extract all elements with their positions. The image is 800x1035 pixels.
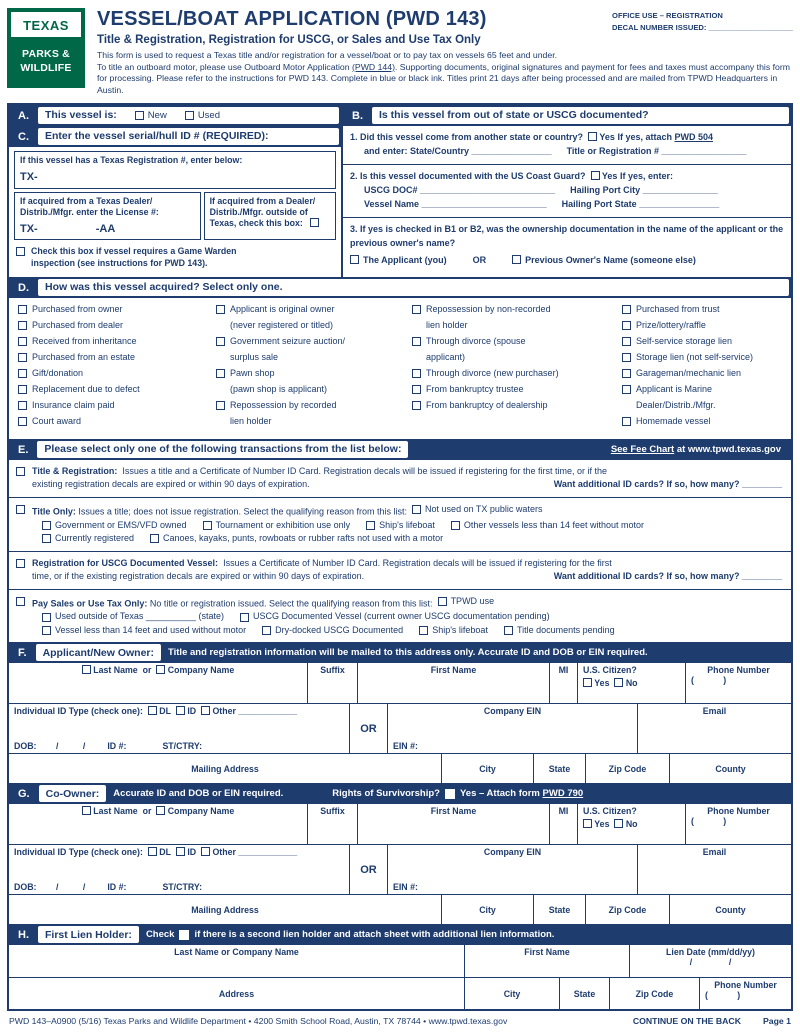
section-c-title: Enter the vessel serial/hull ID # (REQUIRED): bbox=[45, 130, 269, 143]
acq-purchased-owner[interactable]: Purchased from owner bbox=[18, 304, 216, 320]
question-b1: 1. Did this vessel come from another state or country? Yes If yes, attach PWD 504 and enter: State/Country ________________ Title or Registration # _________________ bbox=[343, 126, 791, 164]
transaction-title-only: Title Only: Issues a title; does not issue registration. Select the qualifying reason from this list: Not used on TX public waters Government or EMS/VFD owned Tournament or exhibition use only Ship's lifeboat Other vessels less than 14 feet without motor Currently registered Canoes, kayaks, punts, rowboats or rubber rafts not used with a motor bbox=[9, 498, 791, 551]
canoes-kayaks-option[interactable]: Canoes, kayaks, punts, rowboats or rubber rafts not used with a motor bbox=[150, 532, 443, 546]
acq-bankruptcy-trustee-checkbox[interactable] bbox=[412, 385, 421, 394]
acq-bankruptcy-dealership[interactable]: From bankruptcy of dealership bbox=[412, 400, 622, 416]
section-e-title: Please select only one of the following transactions from the list below: bbox=[44, 443, 402, 456]
pwd-504-reference: PWD 504 bbox=[674, 131, 713, 142]
f-id-checkbox[interactable] bbox=[176, 706, 185, 715]
h-first-name-cell[interactable]: First Name bbox=[464, 945, 629, 977]
fee-chart-link: See Fee Chart at www.tpwd.texas.gov bbox=[610, 443, 781, 455]
dry-docked-uscg-checkbox[interactable] bbox=[262, 626, 271, 635]
game-warden-label: Check this box if vessel requires a Game Warden inspection (see instructions for PWD 143). bbox=[31, 246, 237, 269]
b2-yes-checkbox[interactable] bbox=[591, 171, 600, 180]
section-f-letter: F. bbox=[18, 647, 27, 660]
acq-repo-recorded-cont: lien holder bbox=[230, 415, 272, 426]
gov-ems-vfd-checkbox[interactable] bbox=[42, 521, 51, 530]
acq-divorce-new-purchaser[interactable]: Through divorce (new purchaser) bbox=[412, 368, 622, 384]
acq-pawn-shop-cont: (pawn shop is applicant) bbox=[230, 383, 328, 394]
b1-state-country-fields[interactable]: and enter: State/Country ________________ Title or Registration # _________________ bbox=[364, 145, 747, 156]
section-d-letter: D. bbox=[18, 281, 29, 294]
acq-purchased-owner-checkbox[interactable] bbox=[18, 305, 27, 314]
acq-prize-lottery-checkbox[interactable] bbox=[622, 321, 631, 330]
tpwd-use-option[interactable]: TPWD use bbox=[438, 595, 495, 609]
acq-storage-lien-checkbox[interactable] bbox=[622, 353, 631, 362]
h-zip-cell[interactable]: Zip Code bbox=[609, 978, 699, 1009]
acq-inheritance[interactable]: Received from inheritance bbox=[18, 336, 216, 352]
acq-divorce-new-purchaser-checkbox[interactable] bbox=[412, 369, 421, 378]
acq-repo-nonrecorded[interactable]: Repossession by non-recorded bbox=[412, 304, 622, 320]
acq-repo-recorded[interactable]: Repossession by recorded bbox=[216, 400, 412, 416]
section-b-header bbox=[343, 105, 791, 126]
title-documents-pending-checkbox[interactable] bbox=[504, 626, 513, 635]
acq-purchased-dealer[interactable]: Purchased from dealer bbox=[18, 320, 216, 336]
survivorship-yes-checkbox[interactable] bbox=[445, 789, 455, 799]
section-a-letter: A. bbox=[18, 109, 29, 122]
g-or-cell: OR bbox=[349, 845, 387, 894]
tpwd-logo bbox=[7, 8, 85, 88]
g-company-name-checkbox[interactable] bbox=[156, 806, 165, 815]
transaction-sales-tax-only: Pay Sales or Use Tax Only: No title or registration issued. Select the qualifying reason from this list: TPWD use Used outside of Texas __________ (state) USCG Documented Vessel (current owner USCG documentation pending) Vessel less than 14 feet and used without motor Dry-docked USCG Documented Ship's lifeboat Title documents pending bbox=[9, 590, 791, 643]
h-lien-date-cell[interactable]: Lien Date (mm/dd/yy) / / bbox=[629, 945, 791, 977]
f-dob-field[interactable]: DOB: / / bbox=[14, 741, 86, 752]
h-address-cell[interactable]: Address bbox=[218, 988, 255, 999]
acq-original-owner[interactable]: Applicant is original owner bbox=[216, 304, 412, 320]
left-column bbox=[9, 105, 341, 277]
f-ein-number-field[interactable]: EIN #: bbox=[393, 741, 418, 752]
f-id-number-field[interactable]: ID #: bbox=[107, 741, 127, 752]
h-phone-cell[interactable]: Phone Number ( ) bbox=[699, 978, 791, 1009]
b3-applicant-checkbox[interactable] bbox=[350, 255, 359, 264]
tournament-exhibition-checkbox[interactable] bbox=[203, 521, 212, 530]
used-outside-texas-option[interactable]: Used outside of Texas __________ (state) bbox=[42, 610, 224, 624]
acq-insurance-claim-checkbox[interactable] bbox=[18, 401, 27, 410]
section-abc-region bbox=[9, 105, 791, 277]
g-id-checkbox[interactable] bbox=[176, 847, 185, 856]
other-vessels-under-14ft-checkbox[interactable] bbox=[451, 521, 460, 530]
used-outside-texas-checkbox[interactable] bbox=[42, 613, 51, 622]
footer-form-info: PWD 143–A0900 (5/16) Texas Parks and Wildlife Department • 4200 Smith School Road, Austin, TX 78744 • www.tpwd.texas.gov bbox=[9, 1016, 508, 1027]
acq-estate-checkbox[interactable] bbox=[18, 353, 27, 362]
section-c-header bbox=[9, 126, 341, 147]
f-st-ctry-field[interactable]: ST/CTRY: bbox=[162, 741, 203, 752]
f-phone-cell[interactable]: Phone Number ( ) bbox=[685, 663, 791, 703]
f-company-name-checkbox[interactable] bbox=[156, 665, 165, 674]
section-b-content bbox=[343, 126, 791, 277]
section-h-title: First Lien Holder: bbox=[45, 928, 132, 941]
form-instructions: This form is used to request a Texas title and/or registration for a vessel/boat or to pay tax on vessels 65 feet and under. To title an outboard motor, please use Outboard Motor Application (PWD 144). Supporting documents, original signatures and payment for fees and taxes must accompany this form for processing. Please refer to the instructions for PWD 143. Complete in blue or black ink. Titles print 21 days after being processed and are mailed from TPWD Headquarters in Austin. bbox=[97, 50, 790, 96]
page-footer bbox=[7, 1016, 793, 1026]
acq-gift-donation-checkbox[interactable] bbox=[18, 369, 27, 378]
g-suffix-cell[interactable]: Suffix bbox=[307, 804, 357, 844]
acq-divorce-spouse-cont: applicant) bbox=[426, 351, 466, 362]
header-text bbox=[97, 8, 793, 97]
g-county-cell[interactable]: County bbox=[669, 895, 791, 924]
section-f-title: Applicant/New Owner: bbox=[42, 646, 154, 659]
logo-texas-text: TEXAS bbox=[11, 12, 81, 37]
additional-id-cards-field-1[interactable]: Want additional ID cards? If so, how many? ________ bbox=[553, 479, 782, 490]
acq-inheritance-checkbox[interactable] bbox=[18, 337, 27, 346]
f-citizen-cell[interactable]: U.S. Citizen? Yes No bbox=[577, 663, 685, 703]
acq-court-award-checkbox[interactable] bbox=[18, 417, 27, 426]
other-vessels-under-14ft-option[interactable]: Other vessels less than 14 feet without motor bbox=[451, 519, 644, 533]
question-b3 bbox=[343, 218, 791, 270]
f-email-cell[interactable]: Email bbox=[637, 704, 791, 753]
g-citizen-cell[interactable]: U.S. Citizen? Yes No bbox=[577, 804, 685, 844]
gov-ems-vfd-option[interactable]: Government or EMS/VFD owned bbox=[42, 519, 187, 533]
texas-dealer-label: If acquired from a Texas Dealer/ Distrib./Mfgr. enter the License #: bbox=[20, 195, 159, 217]
g-mi-cell[interactable]: MI bbox=[549, 804, 577, 844]
outside-dealer-checkbox[interactable] bbox=[310, 218, 319, 227]
f-state-cell[interactable]: State bbox=[533, 754, 585, 783]
f-city-cell[interactable]: City bbox=[441, 754, 533, 783]
page-number: Page 1 bbox=[762, 1016, 791, 1027]
dealer-license-field[interactable]: TX- -AA bbox=[20, 222, 116, 235]
section-d-title: How was this vessel acquired? Select only one. bbox=[45, 281, 283, 294]
acq-insurance-claim[interactable]: Insurance claim paid bbox=[18, 400, 216, 416]
page-subtitle: Title & Registration, Registration for USCG, or Sales and Use Tax Only bbox=[97, 34, 481, 46]
g-citizen-no-checkbox[interactable] bbox=[614, 819, 623, 828]
form-body bbox=[7, 103, 793, 1012]
acq-repo-recorded-checkbox[interactable] bbox=[216, 401, 225, 410]
g-id-number-field[interactable]: ID #: bbox=[107, 882, 127, 893]
office-use-box bbox=[612, 8, 793, 34]
transaction-title-registration: Title & Registration: Issues a title and a Certificate of Number ID Card. Registration decals will be issued if registering for the first time, or if the existing registration decals are expired or within 90 days of expiration. Want additional ID cards? If so, how many? ________ bbox=[9, 460, 791, 497]
vessel-under-14ft-checkbox[interactable] bbox=[42, 626, 51, 635]
section-a-title: This vessel is: bbox=[45, 109, 117, 122]
b1-yes-checkbox[interactable] bbox=[588, 132, 597, 141]
ships-lifeboat-checkbox-2[interactable] bbox=[419, 626, 428, 635]
acq-court-award[interactable]: Court award bbox=[18, 416, 216, 432]
form-header bbox=[7, 8, 793, 97]
additional-id-cards-field-2[interactable]: Want additional ID cards? If so, how many? ________ bbox=[553, 571, 782, 582]
g-email-cell[interactable]: Email bbox=[637, 845, 791, 894]
acq-marine-dealer-checkbox[interactable] bbox=[622, 385, 631, 394]
b3-previous-owner-option[interactable]: Previous Owner's Name (someone else) bbox=[512, 255, 696, 265]
g-other-checkbox[interactable] bbox=[201, 847, 210, 856]
uscg-registration-checkbox[interactable] bbox=[16, 559, 25, 568]
decal-number-field[interactable]: DECAL NUMBER ISSUED: ____________________ bbox=[612, 23, 793, 33]
section-e-header bbox=[9, 439, 791, 460]
transaction-uscg-registration: Registration for USCG Documented Vessel: Issues a Certificate of Number ID Card. Registration decals will be issued if registering for the first time, or if the existing registration decals are expired or within 90 days of expiration. Want additional ID cards? If so, how many? ________ bbox=[9, 552, 791, 589]
acq-homemade[interactable]: Homemade vessel bbox=[622, 416, 782, 432]
vessel-used-option[interactable]: Used bbox=[185, 110, 220, 121]
currently-registered-option[interactable]: Currently registered bbox=[42, 532, 134, 546]
h-city-cell[interactable]: City bbox=[464, 978, 559, 1009]
texas-registration-field[interactable]: TX- bbox=[20, 170, 38, 183]
ships-lifeboat-checkbox-1[interactable] bbox=[366, 521, 375, 530]
g-city-cell[interactable]: City bbox=[441, 895, 533, 924]
section-e-letter: E. bbox=[18, 443, 29, 456]
new-checkbox[interactable] bbox=[135, 111, 144, 120]
g-first-name-cell[interactable]: First Name bbox=[357, 804, 549, 844]
currently-registered-checkbox[interactable] bbox=[42, 534, 51, 543]
f-or-cell: OR bbox=[349, 704, 387, 753]
section-g-header bbox=[9, 783, 791, 804]
tournament-exhibition-option[interactable]: Tournament or exhibition use only bbox=[203, 519, 351, 533]
vessel-under-14ft-option[interactable]: Vessel less than 14 feet and used without motor bbox=[42, 624, 246, 638]
acq-self-service-storage[interactable]: Self-service storage lien bbox=[622, 336, 782, 352]
acquisition-options bbox=[9, 298, 791, 439]
ships-lifeboat-option-2[interactable]: Ship's lifeboat bbox=[419, 624, 488, 638]
section-h-header bbox=[9, 924, 791, 945]
acq-homemade-checkbox[interactable] bbox=[622, 417, 631, 426]
f-other-checkbox[interactable] bbox=[201, 706, 210, 715]
canoes-kayaks-checkbox[interactable] bbox=[150, 534, 159, 543]
f-citizen-no-checkbox[interactable] bbox=[614, 678, 623, 687]
co-owner-table bbox=[9, 804, 791, 924]
acq-purchased-dealer-checkbox[interactable] bbox=[18, 321, 27, 330]
section-h-letter: H. bbox=[18, 929, 29, 942]
section-b-title: Is this vessel from out of state or USCG documented? bbox=[379, 109, 649, 122]
acq-estate[interactable]: Purchased from an estate bbox=[18, 352, 216, 368]
g-st-ctry-field[interactable]: ST/CTRY: bbox=[162, 882, 203, 893]
not-used-tx-waters-option[interactable]: Not used on TX public waters bbox=[412, 503, 542, 517]
f-mi-cell[interactable]: MI bbox=[549, 663, 577, 703]
section-c-letter: C. bbox=[18, 130, 29, 143]
acq-repo-nonrecorded-checkbox[interactable] bbox=[412, 305, 421, 314]
acq-storage-lien[interactable]: Storage lien (not self-service) bbox=[622, 352, 782, 368]
section-a-header bbox=[9, 105, 341, 126]
not-used-tx-waters-checkbox[interactable] bbox=[412, 505, 421, 514]
b3-previous-owner-checkbox[interactable] bbox=[512, 255, 521, 264]
page-title: VESSEL/BOAT APPLICATION (PWD 143) bbox=[97, 8, 487, 30]
g-name-cell[interactable]: Last Name or Company Name bbox=[9, 804, 307, 844]
b3-question-text: 3. If yes is checked in B1 or B2, was the ownership documentation in the name of the applicant or the previous owner's name? bbox=[350, 223, 784, 248]
f-first-name-cell[interactable]: First Name bbox=[357, 663, 549, 703]
acq-original-owner-cont: (never registered or titled) bbox=[230, 319, 334, 330]
h-name-cell[interactable]: Last Name or Company Name bbox=[174, 947, 299, 958]
transaction-options bbox=[9, 460, 791, 643]
acq-gov-seizure-checkbox[interactable] bbox=[216, 337, 225, 346]
second-lien-holder-checkbox[interactable] bbox=[179, 930, 189, 940]
f-mailing-address-cell[interactable]: Mailing Address bbox=[191, 763, 259, 774]
texas-registration-box[interactable] bbox=[14, 151, 336, 189]
b2-vessel-name-fields[interactable]: Vessel Name _________________________ Hailing Port State ________________ bbox=[364, 198, 720, 209]
texas-dealer-license-box[interactable] bbox=[14, 192, 201, 241]
section-g-letter: G. bbox=[18, 788, 30, 801]
section-b-letter: B. bbox=[352, 109, 363, 122]
acq-divorce-spouse[interactable]: Through divorce (spouse bbox=[412, 336, 622, 352]
acq-gov-seizure[interactable]: Government seizure auction/ bbox=[216, 336, 412, 352]
g-state-cell[interactable]: State bbox=[533, 895, 585, 924]
acq-pawn-shop-checkbox[interactable] bbox=[216, 369, 225, 378]
logo-parks-wildlife-text: PARKS & WILDLIFE bbox=[11, 37, 81, 84]
section-g-title: Co-Owner: bbox=[45, 787, 100, 800]
acq-prize-lottery[interactable]: Prize/lottery/raffle bbox=[622, 320, 782, 336]
acq-trust-checkbox[interactable] bbox=[622, 305, 631, 314]
vessel-new-option[interactable]: New bbox=[135, 110, 167, 121]
hull-id-input-area[interactable] bbox=[38, 128, 339, 145]
sales-tax-only-checkbox[interactable] bbox=[16, 597, 25, 606]
acq-bankruptcy-dealership-checkbox[interactable] bbox=[412, 401, 421, 410]
outside-dealer-label: If acquired from a Dealer/ Distrib./Mfgr. outside of Texas, check this box: bbox=[209, 195, 316, 228]
g-dl-checkbox[interactable] bbox=[148, 847, 157, 856]
title-documents-pending-option[interactable]: Title documents pending bbox=[504, 624, 615, 638]
g-phone-cell[interactable]: Phone Number ( ) bbox=[685, 804, 791, 844]
lien-holder-table bbox=[9, 945, 791, 1009]
game-warden-row bbox=[14, 243, 336, 270]
section-g-subtitle: Accurate ID and DOB or EIN required. bbox=[113, 788, 284, 800]
title-registration-checkbox[interactable] bbox=[16, 467, 25, 476]
used-checkbox[interactable] bbox=[185, 111, 194, 120]
continue-on-back-label: CONTINUE ON THE BACK bbox=[632, 1016, 741, 1027]
dry-docked-uscg-option[interactable]: Dry-docked USCG Documented bbox=[262, 624, 403, 638]
h-state-cell[interactable]: State bbox=[559, 978, 609, 1009]
uscg-doc-pending-checkbox[interactable] bbox=[240, 613, 249, 622]
b3-applicant-option[interactable]: The Applicant (you) bbox=[350, 255, 447, 265]
section-c-content bbox=[9, 147, 341, 277]
uscg-doc-pending-option[interactable]: USCG Documented Vessel (current owner USCG documentation pending) bbox=[240, 610, 550, 624]
acq-replacement-defect[interactable]: Replacement due to defect bbox=[18, 384, 216, 400]
acq-bankruptcy-trustee[interactable]: From bankruptcy trustee bbox=[412, 384, 622, 400]
f-county-cell[interactable]: County bbox=[669, 754, 791, 783]
acq-garageman-lien-checkbox[interactable] bbox=[622, 369, 631, 378]
f-id-type-cell[interactable]: Individual ID Type (check one): DL ID Other ____________ DOB: / / ID #: ST/CTRY: bbox=[14, 706, 298, 752]
second-lien-check-label: Check bbox=[145, 929, 175, 941]
g-citizen-yes-checkbox[interactable] bbox=[583, 819, 592, 828]
g-last-name-checkbox[interactable] bbox=[82, 806, 91, 815]
g-ein-number-field[interactable]: EIN #: bbox=[393, 882, 418, 893]
g-company-ein-cell[interactable]: Company EIN EIN #: bbox=[387, 845, 637, 894]
f-citizen-yes-checkbox[interactable] bbox=[583, 678, 592, 687]
pwd-790-reference: PWD 790 bbox=[542, 788, 584, 800]
f-name-cell[interactable]: Last Name or Company Name bbox=[9, 663, 307, 703]
b3-or-label: OR bbox=[472, 254, 487, 265]
outside-dealer-box bbox=[204, 192, 336, 241]
acq-trust[interactable]: Purchased from trust bbox=[622, 304, 782, 320]
section-f-header bbox=[9, 642, 791, 663]
acq-garageman-lien[interactable]: Garageman/mechanic lien bbox=[622, 368, 782, 384]
acq-original-owner-checkbox[interactable] bbox=[216, 305, 225, 314]
title-only-checkbox[interactable] bbox=[16, 505, 25, 514]
acq-replacement-defect-checkbox[interactable] bbox=[18, 385, 27, 394]
office-use-label: OFFICE USE – REGISTRATION bbox=[612, 11, 723, 20]
texas-registration-label: If this vessel has a Texas Registration #, enter below: bbox=[20, 154, 243, 165]
applicant-table bbox=[9, 663, 791, 783]
game-warden-checkbox[interactable] bbox=[16, 247, 25, 256]
section-d-header bbox=[9, 277, 791, 298]
acq-repo-nonrecorded-cont: lien holder bbox=[426, 319, 468, 330]
acq-pawn-shop[interactable]: Pawn shop bbox=[216, 368, 412, 384]
acq-divorce-spouse-checkbox[interactable] bbox=[412, 337, 421, 346]
ships-lifeboat-option-1[interactable]: Ship's lifeboat bbox=[366, 519, 435, 533]
acq-gift-donation[interactable]: Gift/donation bbox=[18, 368, 216, 384]
right-column bbox=[341, 105, 791, 277]
acq-marine-dealer-cont: Dealer/Distrib./Mfgr. bbox=[636, 399, 716, 410]
survivorship-yes-label: Yes – Attach form PWD 790 bbox=[459, 788, 584, 800]
f-last-name-checkbox[interactable] bbox=[82, 665, 91, 674]
f-dl-checkbox[interactable] bbox=[148, 706, 157, 715]
b2-uscg-doc-fields[interactable]: USCG DOC# ___________________________ Hailing Port City _______________ bbox=[364, 184, 718, 195]
tpwd-use-checkbox[interactable] bbox=[438, 597, 447, 606]
f-company-ein-cell[interactable]: Company EIN EIN #: bbox=[387, 704, 637, 753]
second-lien-instructions: if there is a second lien holder and attach sheet with additional lien information. bbox=[194, 929, 555, 941]
g-zip-cell[interactable]: Zip Code bbox=[585, 895, 669, 924]
f-zip-cell[interactable]: Zip Code bbox=[585, 754, 669, 783]
g-id-type-cell[interactable]: Individual ID Type (check one): DL ID Other ____________ DOB: / / ID #: ST/CTRY: bbox=[14, 847, 298, 893]
pwd-144-reference: (PWD 144) bbox=[352, 61, 395, 72]
question-b2: 2. Is this vessel documented with the US Coast Guard? Yes If yes, enter: USCG DOC# ___________________________ Hailing Port City _______________ Vessel Name _________________________ Hailing Port State ________________ bbox=[343, 165, 791, 217]
section-f-subtitle: Title and registration information will be mailed to this address only. Accurate ID and DOB or EIN required. bbox=[168, 647, 648, 659]
g-dob-field[interactable]: DOB: / / bbox=[14, 882, 86, 893]
survivorship-label: Rights of Survivorship? bbox=[332, 788, 440, 800]
acq-marine-dealer[interactable]: Applicant is Marine bbox=[622, 384, 782, 400]
f-suffix-cell[interactable]: Suffix bbox=[307, 663, 357, 703]
acq-self-service-storage-checkbox[interactable] bbox=[622, 337, 631, 346]
acq-gov-seizure-cont: surplus sale bbox=[230, 351, 279, 362]
g-mailing-address-cell[interactable]: Mailing Address bbox=[191, 904, 259, 915]
